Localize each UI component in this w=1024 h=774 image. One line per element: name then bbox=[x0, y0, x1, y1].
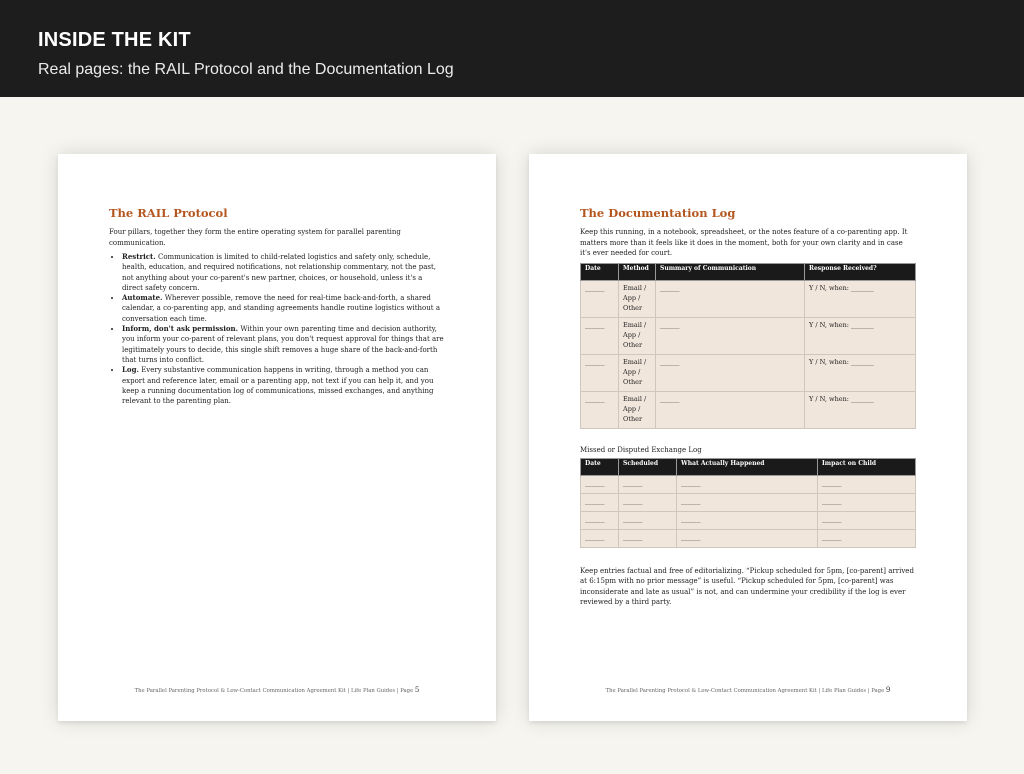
table-cell[interactable]: ______ bbox=[619, 529, 677, 547]
table-cell[interactable]: Email / App / Other bbox=[619, 280, 656, 317]
page-number: 9 bbox=[885, 686, 891, 694]
documentation-table bbox=[580, 263, 916, 429]
footer-text: The Parallel Parenting Protocol & Low-Contact Communication Agreement Kit | Life Plan Guides | Page bbox=[134, 688, 414, 694]
table-cell[interactable]: ______ bbox=[677, 475, 818, 493]
page-footer bbox=[58, 686, 496, 694]
pillar-text: Every substantive communication happens in writing, through a method you can export and reference later, email or a parenting app, not text if you can help it, and you keep a running documentation log of communications, missed exchanges, and anything relevant to the parenting plan. bbox=[122, 366, 434, 406]
pillar-text: Communication is limited to child-related logistics and safety only, schedule, health, education, and required notifications, not relationship commentary, not the past, not anything about your co-parent's new partner, choices, or household, unless it's a direct safety concern. bbox=[122, 253, 437, 292]
pillar-item bbox=[122, 252, 444, 293]
section-heading: The RAIL Protocol bbox=[109, 206, 228, 220]
pillar-term: Inform, don't ask permission. bbox=[122, 324, 239, 334]
table-cell[interactable]: Y / N, when: _______ bbox=[805, 354, 916, 391]
table-cell[interactable]: ______ bbox=[656, 391, 805, 428]
page-footer bbox=[529, 686, 967, 694]
table-cell[interactable]: ______ bbox=[581, 511, 619, 529]
exchange-log-table bbox=[580, 458, 916, 548]
pillar-term: Automate. bbox=[122, 293, 163, 303]
table-cell[interactable]: ______ bbox=[619, 475, 677, 493]
table-cell[interactable]: ______ bbox=[581, 354, 619, 391]
pillar-text: Within your own parenting time and decision authority, you inform your co-parent of relevant plans, you don't request approval for things that are legitimately yours to decide, this single shift removes a huge share of the back-and-forth that turns into conflict. bbox=[122, 325, 444, 364]
table-header-row bbox=[581, 263, 916, 280]
column-header: Date bbox=[581, 263, 619, 280]
page-documentation-log bbox=[529, 154, 967, 721]
table-cell[interactable]: ______ bbox=[656, 354, 805, 391]
column-header: What Actually Happened bbox=[677, 458, 818, 475]
table-cell[interactable]: ______ bbox=[677, 511, 818, 529]
table-cell[interactable]: Email / App / Other bbox=[619, 317, 656, 354]
header-banner bbox=[0, 0, 1024, 97]
column-header: Response Received? bbox=[805, 263, 916, 280]
table-cell[interactable]: ______ bbox=[656, 280, 805, 317]
table-row bbox=[581, 354, 916, 391]
table-row bbox=[581, 391, 916, 428]
table-row bbox=[581, 493, 916, 511]
column-header: Date bbox=[581, 458, 619, 475]
pillar-text: Wherever possible, remove the need for real-time back-and-forth, a shared calendar, a co-parenting app, and standing agreements handle routine logistics without a conversation each time. bbox=[122, 294, 440, 323]
table-row bbox=[581, 529, 916, 547]
table-cell[interactable]: Y / N, when: _______ bbox=[805, 317, 916, 354]
footer-text: The Parallel Parenting Protocol & Low-Contact Communication Agreement Kit | Life Plan Guides | Page bbox=[605, 688, 885, 694]
table-cell[interactable]: ______ bbox=[581, 493, 619, 511]
intro-text: Four pillars, together they form the entire operating system for parallel parenting communication. bbox=[109, 228, 401, 247]
table-cell[interactable]: ______ bbox=[818, 493, 916, 511]
pillar-item bbox=[122, 293, 444, 324]
column-header: Scheduled bbox=[619, 458, 677, 475]
page-content bbox=[109, 206, 444, 406]
table-cell[interactable]: Email / App / Other bbox=[619, 354, 656, 391]
table-cell[interactable]: ______ bbox=[818, 475, 916, 493]
pillar-item bbox=[122, 324, 444, 365]
page-content bbox=[580, 206, 915, 608]
table-row bbox=[581, 280, 916, 317]
table-row bbox=[581, 511, 916, 529]
closing-note: Keep entries factual and free of editorializing. “Pickup scheduled for 5pm, [co-parent] arrived at 6:15pm with no prior message” is useful. “Pickup scheduled for 5pm, [co-parent] was inconsiderate and late as usual” is not, and can undermine your credibility if the log is ever reviewed by a third party. bbox=[580, 566, 914, 606]
intro-text: Keep this running, in a notebook, spreadsheet, or the notes feature of a co-parenting app. It matters more than it feels like it does in the moment, both for your own clarity and in case it's ever needed for court. bbox=[580, 228, 908, 257]
exchange-log-caption: Missed or Disputed Exchange Log bbox=[580, 445, 702, 454]
table-cell[interactable]: ______ bbox=[619, 511, 677, 529]
column-header: Method bbox=[619, 263, 656, 280]
table-cell[interactable]: ______ bbox=[581, 280, 619, 317]
column-header: Impact on Child bbox=[818, 458, 916, 475]
table-row bbox=[581, 475, 916, 493]
table-row bbox=[581, 317, 916, 354]
table-cell[interactable]: ______ bbox=[677, 493, 818, 511]
table-cell[interactable]: ______ bbox=[581, 391, 619, 428]
table-cell[interactable]: ______ bbox=[818, 511, 916, 529]
pillar-list bbox=[109, 252, 444, 406]
table-cell[interactable]: Email / App / Other bbox=[619, 391, 656, 428]
table-cell[interactable]: ______ bbox=[677, 529, 818, 547]
pillar-term: Restrict. bbox=[122, 252, 156, 261]
banner-subtitle: Real pages: the RAIL Protocol and the Documentation Log bbox=[38, 61, 454, 78]
table-cell[interactable]: ______ bbox=[818, 529, 916, 547]
page-rail-protocol bbox=[58, 154, 496, 721]
table-cell[interactable]: Y / N, when: _______ bbox=[805, 391, 916, 428]
pillar-term: Log. bbox=[122, 365, 139, 375]
page-number: 5 bbox=[414, 686, 420, 694]
table-cell[interactable]: ______ bbox=[619, 493, 677, 511]
section-heading: The Documentation Log bbox=[580, 206, 736, 220]
table-cell[interactable]: ______ bbox=[656, 317, 805, 354]
table-cell[interactable]: Y / N, when: _______ bbox=[805, 280, 916, 317]
table-cell[interactable]: ______ bbox=[581, 529, 619, 547]
table-cell[interactable]: ______ bbox=[581, 475, 619, 493]
column-header: Summary of Communication bbox=[656, 263, 805, 280]
table-cell[interactable]: ______ bbox=[581, 317, 619, 354]
table-header-row bbox=[581, 458, 916, 475]
pillar-item bbox=[122, 365, 444, 406]
banner-title: INSIDE THE KIT bbox=[38, 29, 191, 51]
